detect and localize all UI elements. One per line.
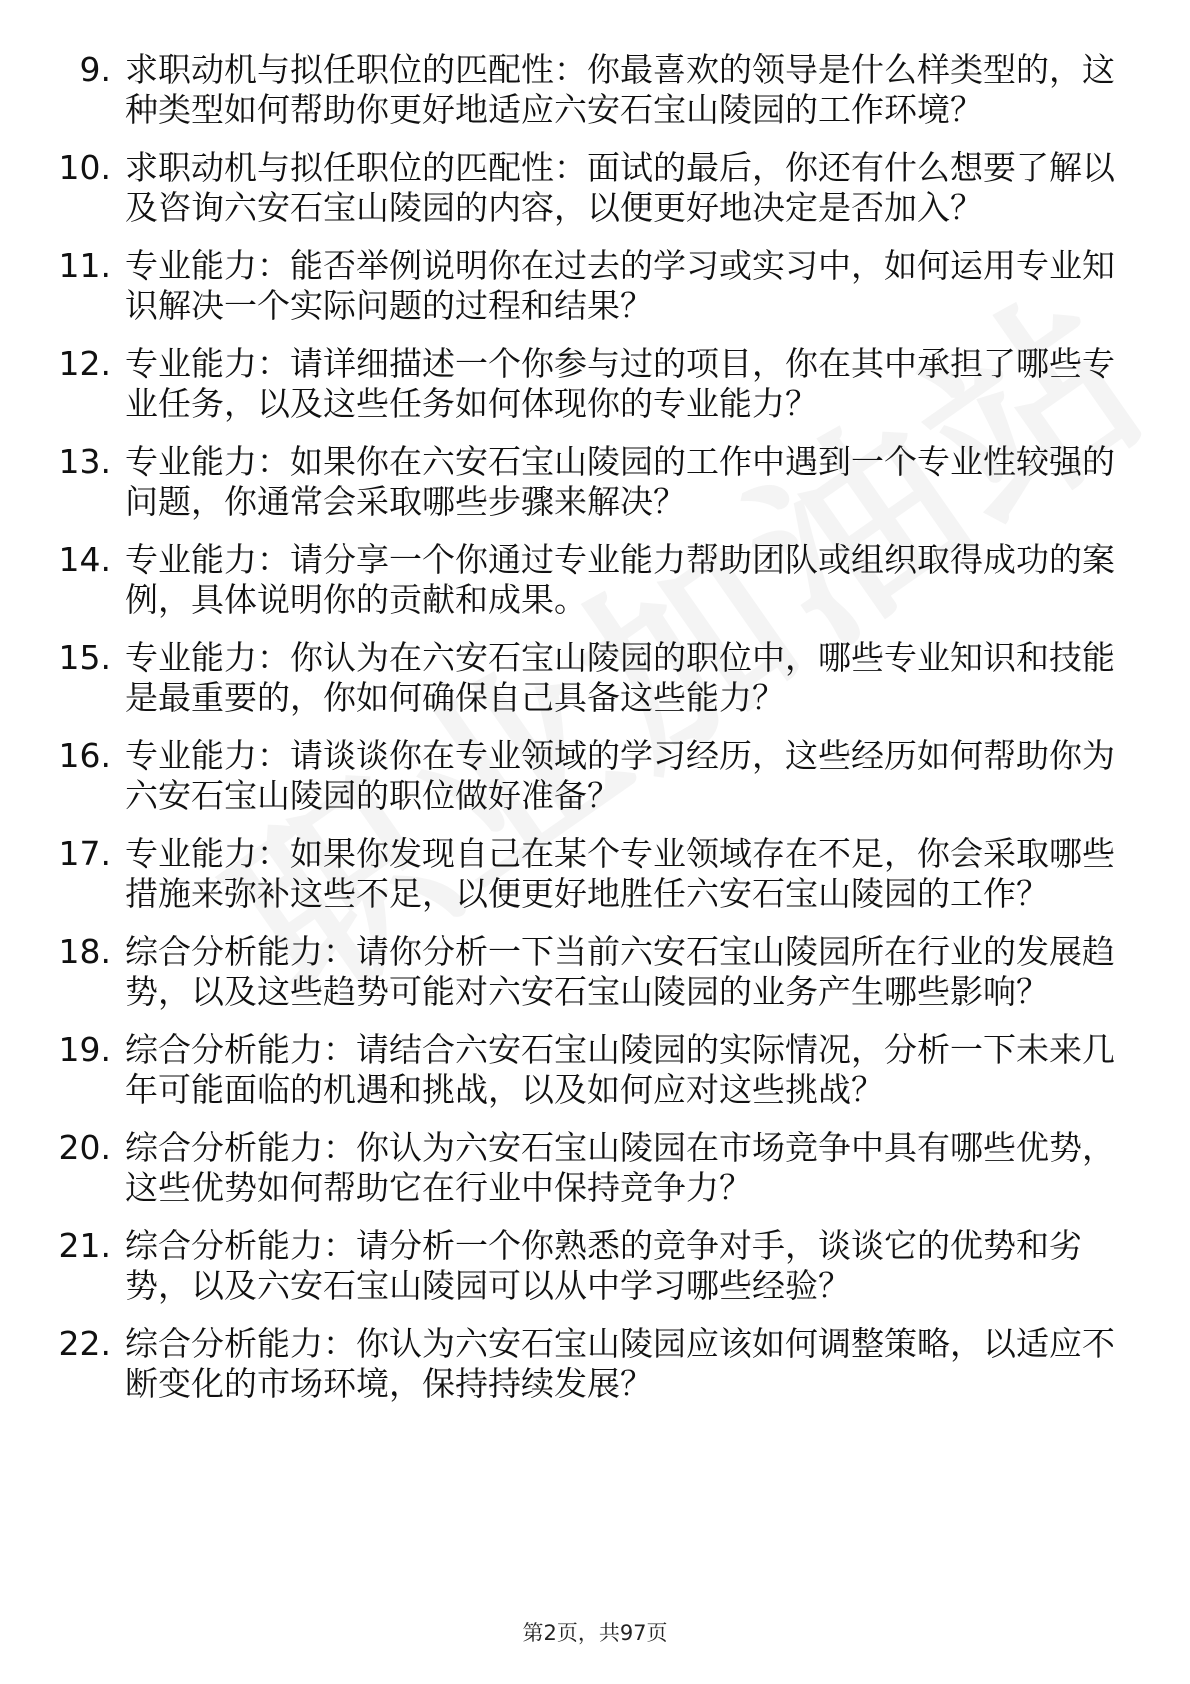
question-number: 12. <box>58 344 111 383</box>
question-number: 16. <box>58 736 111 775</box>
question-number: 15. <box>58 638 111 677</box>
question-item <box>55 1324 1115 1404</box>
question-item <box>55 148 1115 228</box>
question-number: 14. <box>58 540 111 579</box>
question-number: 19. <box>58 1030 111 1069</box>
question-item <box>55 932 1115 1012</box>
question-number: 22. <box>58 1324 111 1363</box>
question-number: 21. <box>58 1226 111 1265</box>
question-number: 9. <box>79 50 111 89</box>
question-item <box>55 1030 1115 1110</box>
question-text: 专业能力：如果你在六安石宝山陵园的工作中遇到一个专业性较强的问题，你通常会采取哪些步骤来解决？ <box>125 442 1115 521</box>
question-text: 综合分析能力：你认为六安石宝山陵园应该如何调整策略，以适应不断变化的市场环境，保持持续发展？ <box>125 1324 1115 1403</box>
question-number: 18. <box>58 932 111 971</box>
question-list <box>55 50 1115 1422</box>
question-text: 综合分析能力：请你分析一下当前六安石宝山陵园所在行业的发展趋势，以及这些趋势可能对六安石宝山陵园的业务产生哪些影响？ <box>125 932 1115 1011</box>
question-text: 求职动机与拟任职位的匹配性：你最喜欢的领导是什么样类型的，这种类型如何帮助你更好地适应六安石宝山陵园的工作环境？ <box>125 50 1115 129</box>
question-text: 综合分析能力：你认为六安石宝山陵园在市场竞争中具有哪些优势，这些优势如何帮助它在行业中保持竞争力？ <box>125 1128 1115 1207</box>
question-text: 专业能力：请详细描述一个你参与过的项目，你在其中承担了哪些专业任务，以及这些任务如何体现你的专业能力？ <box>125 344 1115 423</box>
question-item <box>55 540 1115 620</box>
question-text: 求职动机与拟任职位的匹配性：面试的最后，你还有什么想要了解以及咨询六安石宝山陵园的内容，以便更好地决定是否加入？ <box>125 148 1115 227</box>
question-number: 20. <box>58 1128 111 1167</box>
question-text: 综合分析能力：请分析一个你熟悉的竞争对手，谈谈它的优势和劣势，以及六安石宝山陵园可以从中学习哪些经验？ <box>125 1226 1082 1305</box>
question-item <box>55 638 1115 718</box>
question-item <box>55 1128 1115 1208</box>
question-number: 13. <box>58 442 111 481</box>
question-text: 专业能力：你认为在六安石宝山陵园的职位中，哪些专业知识和技能是最重要的，你如何确保自己具备这些能力？ <box>125 638 1115 717</box>
question-item <box>55 344 1115 424</box>
question-text: 综合分析能力：请结合六安石宝山陵园的实际情况，分析一下未来几年可能面临的机遇和挑战，以及如何应对这些挑战？ <box>125 1030 1115 1109</box>
question-number: 17. <box>58 834 111 873</box>
question-text: 专业能力：请分享一个你通过专业能力帮助团队或组织取得成功的案例，具体说明你的贡献和成果。 <box>125 540 1115 619</box>
question-text: 专业能力：请谈谈你在专业领域的学习经历，这些经历如何帮助你为六安石宝山陵园的职位做好准备？ <box>125 736 1115 815</box>
question-item <box>55 834 1115 914</box>
question-item <box>55 246 1115 326</box>
page-footer <box>0 1617 1190 1647</box>
question-item <box>55 50 1115 130</box>
question-number: 11. <box>58 246 111 285</box>
question-number: 10. <box>58 148 111 187</box>
question-item <box>55 1226 1115 1306</box>
question-item <box>55 736 1115 816</box>
question-item <box>55 442 1115 522</box>
question-text: 专业能力：能否举例说明你在过去的学习或实习中，如何运用专业知识解决一个实际问题的过程和结果？ <box>125 246 1115 325</box>
question-text: 专业能力：如果你发现自己在某个专业领域存在不足，你会采取哪些措施来弥补这些不足，以便更好地胜任六安石宝山陵园的工作？ <box>125 834 1115 913</box>
page-number-label: 第2页，共97页 <box>522 1621 668 1645</box>
